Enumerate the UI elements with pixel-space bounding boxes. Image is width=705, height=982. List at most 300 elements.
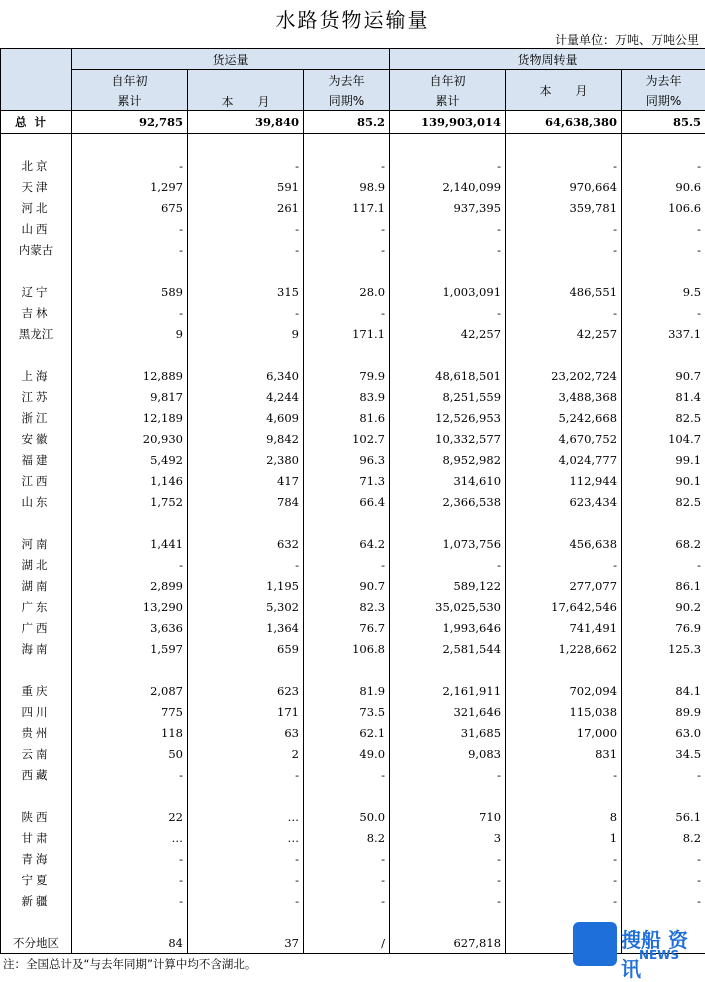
region-name: 湖南	[1, 575, 72, 596]
value-cell: 139,903,014	[390, 111, 506, 134]
page-title: 水路货物运输量	[0, 4, 705, 33]
value-cell: 49.0	[304, 743, 390, 764]
value-cell: 8,251,559	[390, 386, 506, 407]
value-cell: 741,491	[506, 617, 622, 638]
value-cell	[72, 785, 188, 806]
value-cell: -	[506, 302, 622, 323]
value-cell: 117.1	[304, 197, 390, 218]
value-cell: 321,646	[390, 701, 506, 722]
value-cell: 1,228,662	[506, 638, 622, 659]
value-cell: 8.2	[622, 827, 705, 848]
region-name: 重庆	[1, 680, 72, 701]
value-cell: 28.0	[304, 281, 390, 302]
table-row	[1, 218, 705, 239]
value-cell: -	[506, 218, 622, 239]
value-cell: 314,610	[390, 470, 506, 491]
ship-logo-icon	[573, 922, 617, 966]
statistics-table	[0, 48, 705, 954]
table-row	[1, 701, 705, 722]
region-name: 总计	[1, 111, 72, 134]
value-cell: 1,146	[72, 470, 188, 491]
value-cell: -	[72, 239, 188, 260]
value-cell: 12,526,953	[390, 407, 506, 428]
table-row	[1, 743, 705, 764]
value-cell	[622, 785, 705, 806]
value-cell	[304, 344, 390, 365]
value-cell: 82.5	[622, 491, 705, 512]
region-name: 安徽	[1, 428, 72, 449]
value-cell: 659	[188, 638, 304, 659]
region-name: 江苏	[1, 386, 72, 407]
value-cell: 937,395	[390, 197, 506, 218]
value-cell: 710	[390, 806, 506, 827]
value-cell: 125.3	[622, 638, 705, 659]
value-cell: 104.7	[622, 428, 705, 449]
value-cell: 5,302	[188, 596, 304, 617]
value-cell: 89.9	[622, 701, 705, 722]
table-row	[1, 554, 705, 575]
value-cell: 3	[390, 827, 506, 848]
value-cell: 22	[72, 806, 188, 827]
value-cell: -	[622, 218, 705, 239]
region-name: 陕西	[1, 806, 72, 827]
watermark-logo: 搜船 资讯 NEWS	[573, 920, 701, 970]
region-name: 天津	[1, 176, 72, 197]
value-cell: -	[72, 302, 188, 323]
value-cell: 417	[188, 470, 304, 491]
value-cell: -	[506, 155, 622, 176]
value-cell: 623	[188, 680, 304, 701]
value-cell: 1,073,756	[390, 533, 506, 554]
table-row	[1, 680, 705, 701]
region-name	[1, 659, 72, 680]
value-cell: 456,638	[506, 533, 622, 554]
region-name: 辽宁	[1, 281, 72, 302]
value-cell: -	[188, 869, 304, 890]
header-ytd-top-2: 自年初	[390, 70, 506, 91]
region-name	[1, 512, 72, 533]
value-cell: -	[622, 239, 705, 260]
value-cell: 9.5	[622, 281, 705, 302]
value-cell: -	[506, 239, 622, 260]
value-cell: -	[506, 869, 622, 890]
header-ytd-bottom: 累计	[72, 90, 188, 111]
value-cell: -	[390, 155, 506, 176]
table-row	[1, 176, 705, 197]
value-cell: 50	[72, 743, 188, 764]
table-row	[1, 533, 705, 554]
value-cell: 2,899	[72, 575, 188, 596]
value-cell: -	[72, 848, 188, 869]
value-cell: 90.1	[622, 470, 705, 491]
value-cell: 10,332,577	[390, 428, 506, 449]
value-cell: 79.9	[304, 365, 390, 386]
value-cell: 9	[188, 323, 304, 344]
value-cell: 90.6	[622, 176, 705, 197]
value-cell: 102.7	[304, 428, 390, 449]
region-name	[1, 260, 72, 281]
region-name: 河南	[1, 533, 72, 554]
value-cell: -	[506, 764, 622, 785]
value-cell	[390, 344, 506, 365]
region-name: 广西	[1, 617, 72, 638]
spacer-row	[1, 512, 705, 533]
header-ytd-top: 自年初	[72, 70, 188, 91]
value-cell: -	[622, 155, 705, 176]
value-cell	[188, 659, 304, 680]
spacer-row	[1, 785, 705, 806]
value-cell: 589,122	[390, 575, 506, 596]
table-row	[1, 197, 705, 218]
table-row	[1, 302, 705, 323]
header-corner	[1, 49, 72, 111]
value-cell	[622, 512, 705, 533]
table-row	[1, 827, 705, 848]
value-cell: 1,993,646	[390, 617, 506, 638]
value-cell: 8	[506, 806, 622, 827]
value-cell: 106.6	[622, 197, 705, 218]
value-cell	[622, 134, 705, 156]
value-cell: 4,024,777	[506, 449, 622, 470]
value-cell: -	[390, 890, 506, 911]
table-row	[1, 428, 705, 449]
value-cell: 83.9	[304, 386, 390, 407]
value-cell: -	[188, 554, 304, 575]
value-cell: -	[622, 764, 705, 785]
value-cell: -	[304, 890, 390, 911]
value-cell: 64,638,380	[506, 111, 622, 134]
region-name: 黑龙江	[1, 323, 72, 344]
value-cell: 2	[188, 743, 304, 764]
value-cell: 261	[188, 197, 304, 218]
value-cell: 85.5	[622, 111, 705, 134]
value-cell: 623,434	[506, 491, 622, 512]
value-cell: 337.1	[622, 323, 705, 344]
value-cell: -	[72, 890, 188, 911]
value-cell: -	[390, 218, 506, 239]
region-name: 上海	[1, 365, 72, 386]
region-name	[1, 134, 72, 156]
table-row	[1, 407, 705, 428]
value-cell: 4,244	[188, 386, 304, 407]
value-cell: 171	[188, 701, 304, 722]
value-cell: 9,083	[390, 743, 506, 764]
value-cell	[72, 134, 188, 156]
header-yoy-top: 为去年	[304, 70, 390, 91]
value-cell: 106.8	[304, 638, 390, 659]
value-cell: 56.1	[622, 806, 705, 827]
value-cell: 4,670,752	[506, 428, 622, 449]
value-cell: 115,038	[506, 701, 622, 722]
value-cell: 171.1	[304, 323, 390, 344]
header-month-2: 本 月	[506, 70, 622, 111]
value-cell: 3,636	[72, 617, 188, 638]
value-cell	[390, 260, 506, 281]
region-name: 山西	[1, 218, 72, 239]
value-cell: 66.4	[304, 491, 390, 512]
table-row	[1, 281, 705, 302]
value-cell	[304, 659, 390, 680]
region-name: 青海	[1, 848, 72, 869]
value-cell: -	[622, 869, 705, 890]
value-cell: -	[304, 239, 390, 260]
value-cell	[304, 512, 390, 533]
table-row	[1, 596, 705, 617]
region-name: 河北	[1, 197, 72, 218]
value-cell	[72, 911, 188, 932]
value-cell: -	[390, 554, 506, 575]
table-row	[1, 869, 705, 890]
value-cell: 775	[72, 701, 188, 722]
region-name: 新疆	[1, 890, 72, 911]
value-cell	[304, 911, 390, 932]
value-cell	[188, 260, 304, 281]
value-cell: 627,818	[390, 932, 506, 954]
value-cell: 81.9	[304, 680, 390, 701]
header-freight-volume: 货运量	[72, 49, 390, 70]
value-cell: -	[506, 554, 622, 575]
value-cell: 589	[72, 281, 188, 302]
table-row	[1, 617, 705, 638]
value-cell: 82.3	[304, 596, 390, 617]
value-cell	[506, 512, 622, 533]
header-turnover: 货物周转量	[390, 49, 705, 70]
value-cell: -	[622, 890, 705, 911]
table-row	[1, 890, 705, 911]
value-cell: 84.1	[622, 680, 705, 701]
spacer-row	[1, 134, 705, 156]
value-cell: …	[72, 827, 188, 848]
value-cell: 71.3	[304, 470, 390, 491]
value-cell	[506, 344, 622, 365]
value-cell: -	[188, 848, 304, 869]
value-cell: 84	[72, 932, 188, 954]
value-cell: 2,161,911	[390, 680, 506, 701]
value-cell: -	[304, 869, 390, 890]
value-cell: 63	[188, 722, 304, 743]
region-name: 福建	[1, 449, 72, 470]
value-cell: 42,257	[390, 323, 506, 344]
value-cell: 90.7	[304, 575, 390, 596]
value-cell: 99.1	[622, 449, 705, 470]
value-cell: -	[188, 218, 304, 239]
value-cell: 1,297	[72, 176, 188, 197]
region-name: 内蒙古	[1, 239, 72, 260]
table-row	[1, 848, 705, 869]
value-cell: 31,685	[390, 722, 506, 743]
value-cell: -	[72, 764, 188, 785]
table-row	[1, 386, 705, 407]
header-yoy-bottom-2: 同期%	[622, 90, 705, 111]
value-cell	[622, 344, 705, 365]
value-cell: 1,195	[188, 575, 304, 596]
value-cell: -	[304, 155, 390, 176]
value-cell: -	[304, 848, 390, 869]
value-cell	[188, 911, 304, 932]
value-cell	[304, 260, 390, 281]
value-cell: -	[72, 554, 188, 575]
value-cell	[188, 134, 304, 156]
value-cell: 2,140,099	[390, 176, 506, 197]
value-cell: 2,087	[72, 680, 188, 701]
value-cell: -	[622, 302, 705, 323]
region-name: 浙江	[1, 407, 72, 428]
value-cell: 1,752	[72, 491, 188, 512]
table-row	[1, 365, 705, 386]
value-cell	[304, 785, 390, 806]
value-cell: 675	[72, 197, 188, 218]
value-cell: -	[304, 764, 390, 785]
value-cell: 5,492	[72, 449, 188, 470]
value-cell: 81.6	[304, 407, 390, 428]
value-cell: -	[390, 764, 506, 785]
region-name: 江西	[1, 470, 72, 491]
region-name: 贵州	[1, 722, 72, 743]
value-cell: 9,817	[72, 386, 188, 407]
value-cell: 17,642,546	[506, 596, 622, 617]
spacer-row	[1, 260, 705, 281]
value-cell: 3,488,368	[506, 386, 622, 407]
total-row	[1, 111, 705, 134]
value-cell	[72, 659, 188, 680]
value-cell: 1,364	[188, 617, 304, 638]
value-cell: -	[622, 848, 705, 869]
value-cell: 702,094	[506, 680, 622, 701]
value-cell	[72, 512, 188, 533]
footnote: 注：全国总计及“与去年同期”计算中均不含湖北。	[3, 956, 256, 972]
value-cell: 6,340	[188, 365, 304, 386]
value-cell	[622, 659, 705, 680]
value-cell	[188, 785, 304, 806]
value-cell: 277,077	[506, 575, 622, 596]
region-name	[1, 785, 72, 806]
region-name: 广东	[1, 596, 72, 617]
value-cell	[506, 659, 622, 680]
value-cell: 50.0	[304, 806, 390, 827]
value-cell	[390, 911, 506, 932]
value-cell: 62.1	[304, 722, 390, 743]
value-cell: 2,380	[188, 449, 304, 470]
value-cell: -	[622, 554, 705, 575]
header-ytd-bottom-2: 累计	[390, 90, 506, 111]
value-cell: -	[390, 848, 506, 869]
value-cell: 4,609	[188, 407, 304, 428]
value-cell: 1	[506, 827, 622, 848]
value-cell: 86.1	[622, 575, 705, 596]
value-cell: 831	[506, 743, 622, 764]
value-cell: -	[188, 890, 304, 911]
value-cell: 118	[72, 722, 188, 743]
value-cell: -	[188, 155, 304, 176]
table-row	[1, 722, 705, 743]
table-row	[1, 491, 705, 512]
value-cell: 12,889	[72, 365, 188, 386]
value-cell	[622, 260, 705, 281]
value-cell: -	[506, 848, 622, 869]
value-cell: 315	[188, 281, 304, 302]
value-cell	[72, 344, 188, 365]
region-name: 不分地区	[1, 932, 72, 954]
table-row	[1, 638, 705, 659]
region-name: 宁夏	[1, 869, 72, 890]
region-name: 山东	[1, 491, 72, 512]
region-name: 吉林	[1, 302, 72, 323]
value-cell	[188, 344, 304, 365]
region-name	[1, 911, 72, 932]
region-name: 云南	[1, 743, 72, 764]
value-cell: 35,025,530	[390, 596, 506, 617]
value-cell: …	[188, 827, 304, 848]
value-cell: -	[188, 239, 304, 260]
value-cell: 48,618,501	[390, 365, 506, 386]
value-cell: -	[390, 302, 506, 323]
value-cell: -	[390, 869, 506, 890]
value-cell: 90.2	[622, 596, 705, 617]
value-cell: 784	[188, 491, 304, 512]
value-cell	[390, 785, 506, 806]
value-cell	[506, 785, 622, 806]
value-cell: 82.5	[622, 407, 705, 428]
value-cell: 81.4	[622, 386, 705, 407]
value-cell	[390, 512, 506, 533]
value-cell: 1,003,091	[390, 281, 506, 302]
value-cell: 970,664	[506, 176, 622, 197]
value-cell: 23,202,724	[506, 365, 622, 386]
value-cell: 34.5	[622, 743, 705, 764]
value-cell	[506, 134, 622, 156]
value-cell: 42,257	[506, 323, 622, 344]
value-cell: 96.3	[304, 449, 390, 470]
value-cell: 591	[188, 176, 304, 197]
value-cell: 73.5	[304, 701, 390, 722]
value-cell: 1,441	[72, 533, 188, 554]
value-cell	[188, 512, 304, 533]
value-cell: 8,952,982	[390, 449, 506, 470]
value-cell: -	[304, 302, 390, 323]
region-name: 甘肃	[1, 827, 72, 848]
value-cell: 9,842	[188, 428, 304, 449]
value-cell: -	[188, 302, 304, 323]
value-cell: -	[72, 155, 188, 176]
spacer-row	[1, 659, 705, 680]
value-cell: -	[72, 869, 188, 890]
value-cell: -	[506, 890, 622, 911]
value-cell: 8.2	[304, 827, 390, 848]
value-cell: -	[72, 218, 188, 239]
value-cell: 64.2	[304, 533, 390, 554]
table-row	[1, 239, 705, 260]
table-row	[1, 470, 705, 491]
value-cell: …	[188, 806, 304, 827]
value-cell: 5,242,668	[506, 407, 622, 428]
value-cell: 98.9	[304, 176, 390, 197]
region-name: 北京	[1, 155, 72, 176]
value-cell	[506, 260, 622, 281]
table-row	[1, 155, 705, 176]
value-cell: 12,189	[72, 407, 188, 428]
value-cell	[390, 134, 506, 156]
value-cell	[390, 659, 506, 680]
region-name: 西藏	[1, 764, 72, 785]
value-cell: -	[390, 239, 506, 260]
region-name: 四川	[1, 701, 72, 722]
header-month: 本 月	[188, 70, 304, 111]
value-cell	[72, 260, 188, 281]
value-cell: 76.7	[304, 617, 390, 638]
table-row	[1, 449, 705, 470]
value-cell: 13,290	[72, 596, 188, 617]
spacer-row	[1, 344, 705, 365]
